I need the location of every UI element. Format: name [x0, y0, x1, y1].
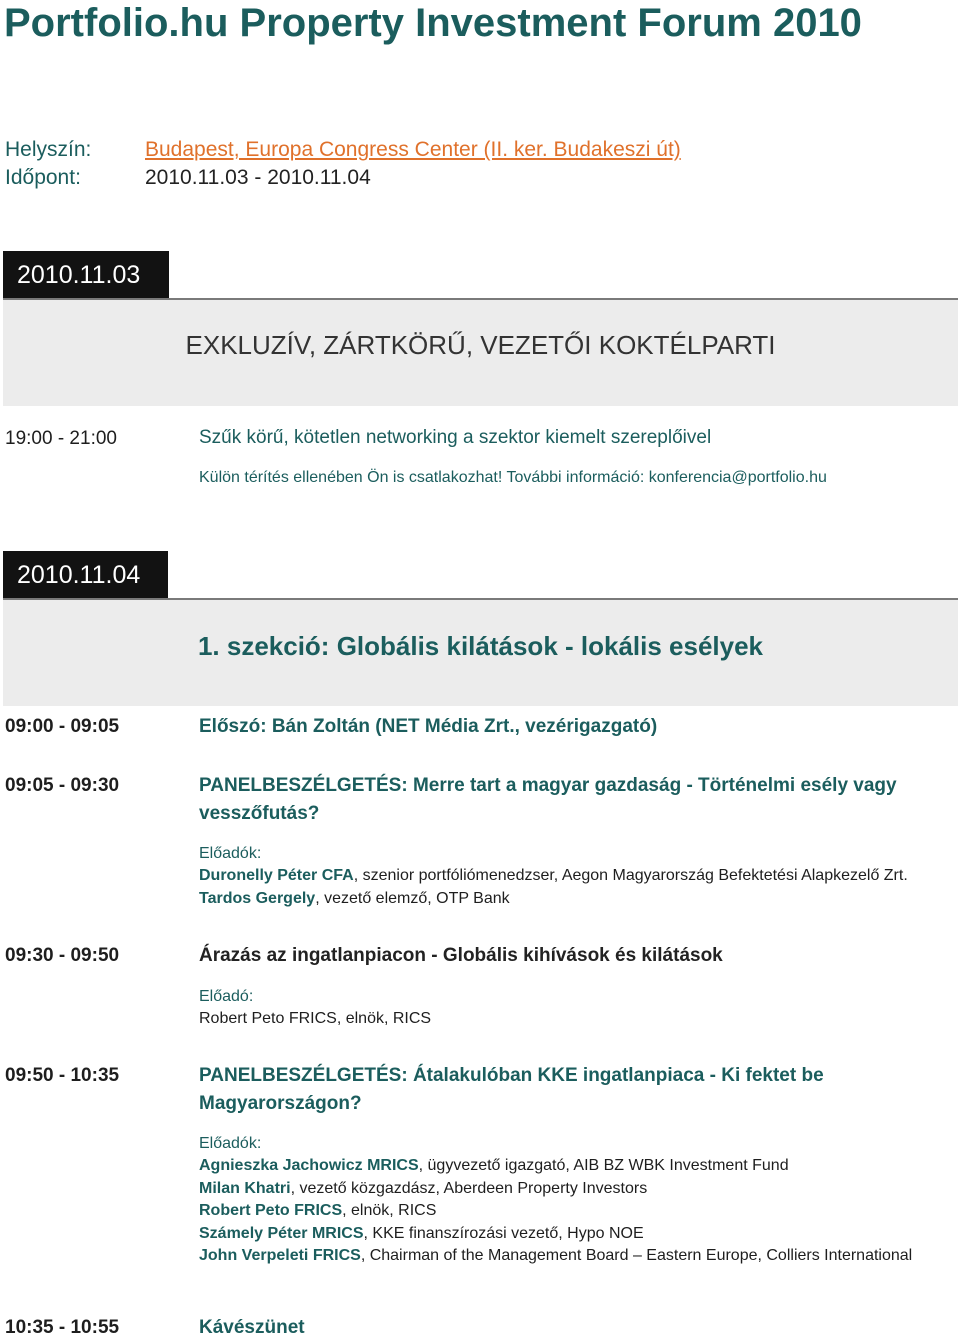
speaker-role: , ügyvezető igazgató, AIB BZ WBK Investment Fund [418, 1157, 789, 1174]
speaker-name: Robert Peto FRICS [199, 1202, 343, 1219]
speakers-label: Előadó: [199, 988, 254, 1005]
item-topic: Előszó: Bán Zoltán (NET Média Zrt., vezérigazgató) [199, 716, 658, 737]
speaker-line [199, 1178, 959, 1201]
day1-section-band [3, 298, 958, 406]
schedule-time: 10:35 - 10:55 [5, 1317, 120, 1338]
speaker-line [199, 888, 959, 911]
speaker-name: Tardos Gergely [199, 889, 316, 907]
item-topic: Árazás az ingatlanpiacon - Globális kihívások és kilátások [199, 945, 723, 966]
schedule-time: 19:00 - 21:00 [5, 428, 117, 449]
speakers-label: Előadók: [199, 845, 262, 862]
speaker-line: Robert Peto FRICS, elnök, RICS [199, 1010, 432, 1027]
speaker-role: , vezető elemző, OTP Bank [315, 889, 510, 907]
item-topic: Kávészünet [199, 1317, 305, 1338]
schedule-time: 09:05 - 09:30 [5, 775, 120, 796]
day2-section-title: 1. szekció: Globális kilátások - lokális esélyek [197, 631, 764, 661]
speakers-label: Előadók: [199, 1135, 262, 1152]
speaker-name: Számely Péter MRICS [199, 1224, 364, 1242]
day1-date-tab: 2010.11.03 [3, 251, 169, 299]
date-label: Időpont: [5, 166, 81, 189]
speaker-name: Duronelly Péter CFA [199, 867, 354, 884]
venue-row [5, 136, 681, 164]
speaker-line [199, 1200, 959, 1223]
venue-link[interactable]: Budapest, Europa Congress Center (II. ker. Budakeszi út) [145, 138, 681, 161]
speaker-role: , szenior portfóliómenedzser, Aegon Magyarország Befektetési Alapkezelő Zrt. [353, 867, 908, 884]
day2-date-tab: 2010.11.04 [3, 551, 168, 599]
schedule-time: 09:00 - 09:05 [5, 716, 120, 737]
speaker-line [199, 865, 959, 888]
date-value: 2010.11.03 - 2010.11.04 [145, 166, 371, 189]
schedule-item [199, 772, 959, 910]
day2-section-band [3, 598, 958, 706]
schedule-item [199, 424, 959, 489]
schedule-time: 09:30 - 09:50 [5, 945, 120, 966]
speaker-name: Milan Khatri [199, 1179, 291, 1197]
item-note: Külön térítés ellenében Ön is csatlakozhat! További információ: konferencia@portfolio.hu [199, 469, 827, 486]
speaker-line [199, 1245, 959, 1268]
item-topic: Szűk körű, kötetlen networking a szektor kiemelt szereplőivel [199, 427, 712, 448]
item-topic: PANELBESZÉLGETÉS: Átalakulóban KKE ingatlanpiaca - Ki fektet be Magyarországon? [199, 1065, 824, 1114]
speaker-role: , vezető közgazdász, Aberdeen Property Investors [290, 1179, 648, 1197]
schedule-item [199, 1062, 959, 1268]
item-topic: PANELBESZÉLGETÉS: Merre tart a magyar gazdaság - Történelmi esély vagy vesszőfutás? [199, 775, 897, 824]
date-row [5, 164, 371, 192]
schedule-time: 09:50 - 10:35 [5, 1065, 120, 1086]
schedule-item [199, 713, 959, 741]
schedule-item [199, 1314, 959, 1342]
speaker-role: , elnök, RICS [342, 1202, 437, 1219]
page-title: Portfolio.hu Property Investment Forum 2010 [4, 1, 862, 45]
schedule-item [199, 942, 959, 1031]
speaker-role: , KKE finanszírozási vezető, Hypo NOE [363, 1224, 644, 1242]
speaker-line [199, 1223, 959, 1246]
venue-label: Helyszín: [5, 138, 92, 161]
speaker-name: John Verpeleti FRICS [199, 1247, 361, 1264]
day1-section-title: EXKLUZÍV, ZÁRTKÖRŰ, VEZETŐI KOKTÉLPARTI [185, 330, 776, 360]
speaker-name: Agnieszka Jachowicz MRICS [199, 1157, 419, 1174]
speaker-role: , Chairman of the Management Board – Eastern Europe, Colliers International [360, 1247, 913, 1264]
speaker-line [199, 1155, 959, 1178]
